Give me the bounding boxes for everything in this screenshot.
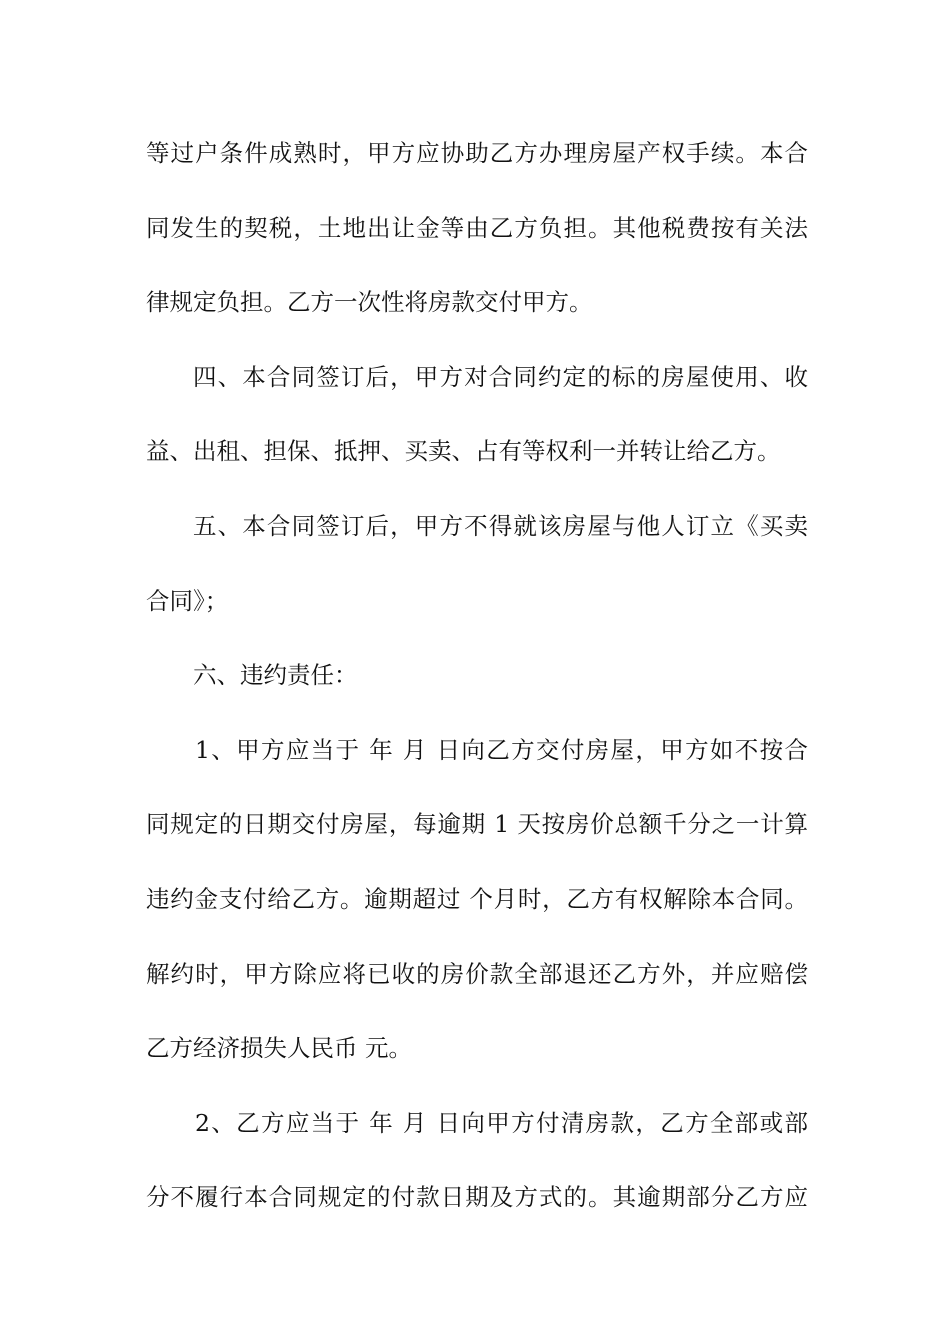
contract-body: [146, 116, 808, 1235]
text-line: 解约时，甲方除应将已收的房价款全部退还乙方外，并应赔偿: [146, 959, 808, 988]
text-line: 等过户条件成熟时，甲方应协助乙方办理房屋产权手续。本合: [146, 139, 808, 167]
text-line: 乙方经济损失人民币 元。: [146, 1034, 412, 1063]
text-line: 律规定负担。乙方一次性将房款交付甲方。: [146, 288, 593, 317]
text-line: 合同》；: [146, 586, 229, 615]
text-line: 同规定的日期交付房屋，每逾期 1 天按房价总额千分之一计算: [146, 810, 808, 839]
item-1-line: 1、甲方应当于 年 月 日向乙方交付房屋，甲方如不按合: [195, 735, 808, 764]
text-line: 同发生的契税，土地出让金等由乙方负担。其他税费按有关法: [146, 213, 808, 242]
text-line: 分不履行本合同规定的付款日期及方式的。其逾期部分乙方应: [146, 1183, 808, 1212]
clause-5-heading-line: 五、本合同签订后，甲方不得就该房屋与他人订立《买卖: [193, 511, 808, 540]
text-line: 益、出租、担保、抵押、买卖、占有等权利一并转让给乙方。: [146, 437, 781, 466]
clause-4-heading-line: 四、本合同签订后，甲方对合同约定的标的房屋使用、收: [193, 362, 808, 391]
item-2-line: 2、乙方应当于 年 月 日向甲方付清房款，乙方全部或部: [195, 1108, 808, 1137]
clause-6-heading: 六、违约责任：: [193, 661, 358, 690]
text-line: 违约金支付给乙方。逾期超过 个月时，乙方有权解除本合同。: [146, 884, 808, 913]
